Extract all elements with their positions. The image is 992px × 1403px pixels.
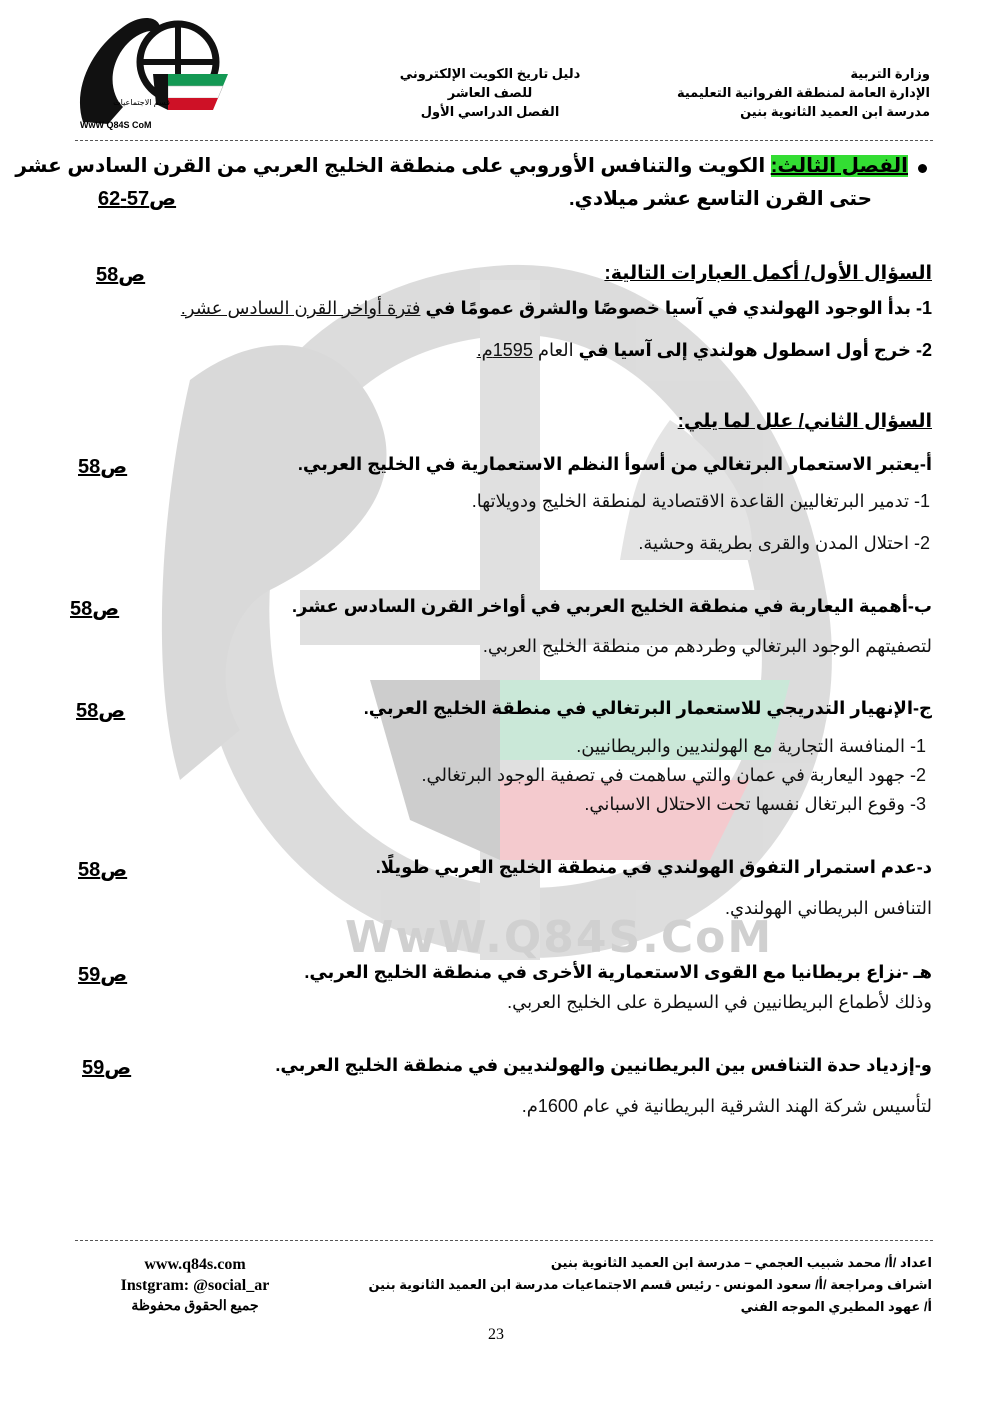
footer-rights: جميع الحقوق محفوظة: [131, 1299, 259, 1314]
q2-item-a-page: ص58: [78, 456, 128, 478]
q1-item-1-answer: فترة أواخر القرن السادس عشر.: [180, 298, 421, 318]
q1-item-2-answer: 1595م.: [476, 340, 533, 360]
q2-item-a: أ-يعتبر الاستعمار البرتغالي من أسوأ النظم الاستعمارية في الخليج العربي.: [297, 454, 932, 474]
q2-item-c-answer-1: 1- المنافسة التجارية مع الهولنديين والبريطانيين.: [576, 736, 926, 756]
q2-item-b-page: ص58: [70, 598, 120, 620]
footer-credits: [368, 1252, 932, 1318]
header-divider: [75, 140, 933, 141]
q2-item-c-answer-3: 3- وقوع البرتغال نفسها تحت الاحتلال الاسباني.: [584, 794, 926, 814]
q1-item-2-answer-prefix: العام: [537, 340, 574, 360]
q2-item-e: هـ -نزاع بريطانيا مع القوى الاستعمارية الأخرى في منطقة الخليج العربي.: [304, 962, 932, 982]
q2-item-c-answer-2: 2- جهود اليعاربة في عمان والتي ساهمت في تصفية الوجود البرتغالي.: [421, 765, 926, 785]
header-guide-block: [385, 64, 595, 121]
header-grade: للصف العاشر: [447, 85, 533, 100]
chapter-label: الفصل الثالث:: [770, 155, 908, 177]
q1-item-2: [477, 340, 932, 361]
q2-item-e-answer-1: وذلك لأطماع البريطانيين في السيطرة على الخليج العربي.: [507, 992, 932, 1012]
school-logo-icon: [68, 12, 238, 132]
page-number: 23: [488, 1326, 504, 1343]
q2-item-e-page: ص59: [78, 964, 128, 986]
header-school: مدرسة ابن العميد الثانوية بنين: [740, 104, 930, 119]
chapter-title-text: الكويت والتنافس الأوروبي على منطقة الخليج العربي من القرن السادس عشر: [15, 155, 766, 177]
q1-item-1-text: 1- بدأ الوجود الهولندي في آسيا خصوصًا والشرق عمومًا في: [425, 298, 932, 318]
footer-divider: [75, 1240, 933, 1241]
chapter-title-line1: [15, 153, 908, 178]
q2-title: السؤال الثاني/ علل لما يلي:: [677, 411, 932, 432]
footer-instagram[interactable]: Instgram: @social_ar: [120, 1277, 270, 1294]
q2-item-a-answer-2: 2- احتلال المدن والقرى بطريقة وحشية.: [638, 533, 930, 553]
q2-item-b: ب-أهمية اليعاربة في منطقة الخليج العربي في أواخر القرن السادس عشر.: [291, 596, 932, 616]
q1-item-1: [181, 298, 932, 319]
q1-item-2-text: 2- خرج أول اسطول هولندي إلى آسيا في: [578, 340, 932, 360]
chapter-pages: ص57-62: [98, 188, 177, 210]
q2-item-f-page: ص59: [82, 1057, 132, 1079]
q2-item-c-page: ص58: [76, 700, 126, 722]
header-ministry-block: [677, 64, 930, 121]
logo-text: WwW Q84S CoM: [80, 120, 152, 130]
q2-item-a-answer-1: 1- تدمير البرتغاليين القاعدة الاقتصادية لمنطقة الخليج ودويلاتها.: [471, 491, 930, 511]
q1-page: ص58: [96, 264, 146, 286]
q2-item-f-answer-1: لتأسيس شركة الهند الشرقية البريطانية في عام 1600م.: [521, 1096, 932, 1116]
footer-links: [95, 1254, 295, 1317]
chapter-title-line2: حتى القرن التاسع عشر ميلادي.: [568, 188, 872, 210]
footer-website[interactable]: www.q84s.com: [144, 1256, 246, 1273]
q2-item-c: ج-الإنهيار التدريجي للاستعمار البرتغالي في منطقة الخليج العربي.: [363, 698, 932, 718]
header-guide-title: دليل تاريخ الكويت الإلكتروني: [399, 66, 581, 81]
footer-supervisor: أ/ عهود المطيري الموجه الفني: [740, 1299, 932, 1314]
q1-title: السؤال الأول/ أكمل العبارات التالية:: [604, 263, 932, 284]
q2-item-d-page: ص58: [78, 859, 128, 881]
q2-item-b-answer-1: لتصفيتهم الوجود البرتغالي وطردهم من منطقة الخليج العربي.: [482, 636, 932, 656]
header-directorate: الإدارة العامة لمنطقة الفروانية التعليمية: [676, 85, 930, 100]
watermark-text: WwW.Q84S.CoM: [345, 912, 774, 963]
footer-supervised-by: اشراف ومراجعة /أ/ سعود المونس - رئيس قسم الاجتماعيات مدرسة ابن العميد الثانوية بنين: [368, 1277, 932, 1292]
logo-caption: قسم الاجتماعيات: [113, 98, 170, 107]
header-ministry: وزارة التربية: [850, 66, 930, 81]
bullet-icon: [918, 164, 927, 173]
q2-item-d: د-عدم استمرار التفوق الهولندي في منطقة الخليج العربي طويلًا.: [375, 857, 932, 877]
q2-item-d-answer-1: التنافس البريطاني الهولندي.: [724, 898, 932, 918]
q2-item-f: و-إزدياد حدة التنافس بين البريطانيين والهولنديين في منطقة الخليج العربي.: [275, 1055, 932, 1075]
header-semester: الفصل الدراسي الأول: [420, 104, 560, 119]
footer-prepared-by: اعداد /أ/ محمد شبيب العجمي – مدرسة ابن العميد الثانوية بنين: [550, 1255, 932, 1270]
